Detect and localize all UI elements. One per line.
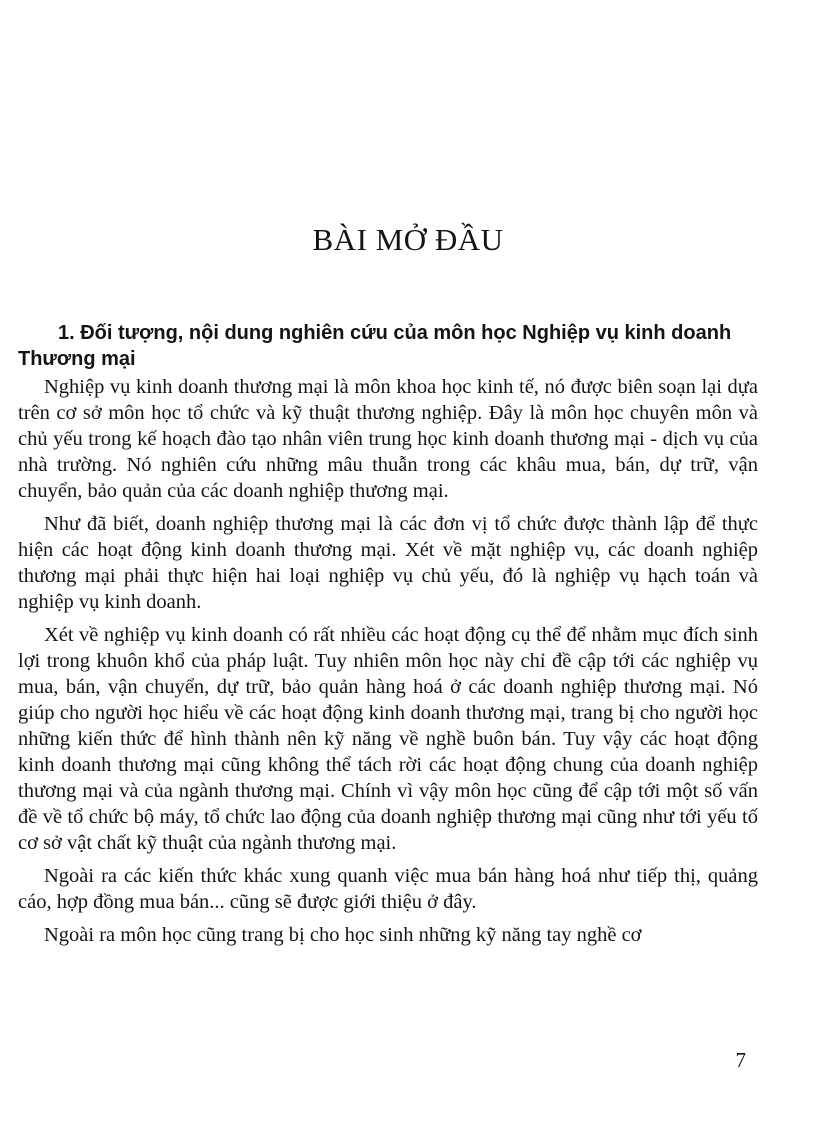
page-number: 7 — [735, 1048, 746, 1072]
paragraph-5: Ngoài ra môn học cũng trang bị cho học sinh những kỹ năng tay nghề cơ — [44, 924, 642, 946]
paragraph-4: Ngoài ra các kiến thức khác xung quanh việc mua bán hàng hoá như tiếp thị, quảng cáo, hợp đồng mua bán... cũng sẽ được giới thiệu ở đây. — [18, 865, 758, 913]
paragraph-3: Xét về nghiệp vụ kinh doanh có rất nhiều các hoạt động cụ thể để nhằm mục đích sinh lợi trong khuôn khổ của pháp luật. Tuy nhiên môn học này chỉ đề cập tới các nghiệp vụ mua, bán, vận chuyển, dự trữ, bảo quản hàng hoá ở các doanh nghiệp thương mại. Nó giúp cho người học hiểu về các hoạt động kinh doanh thương mại, trang bị cho người học những kiến thức để hình thành nên kỹ năng về nghề buôn bán. Tuy vậy các hoạt động kinh doanh thương mại cũng không thể tách rời các hoạt động chung của doanh nghiệp thương mại và của ngành thương mại. Chính vì vậy môn học cũng để cập tới một số vấn đề về tổ chức bộ máy, tổ chức lao động của doanh nghiệp thương mại cũng như tới yếu tố cơ sở vật chất kỹ thuật của ngành thương mại. — [18, 624, 758, 854]
section-1 — [18, 320, 758, 955]
paragraph-2: Như đã biết, doanh nghiệp thương mại là các đơn vị tổ chức được thành lập để thực hiện các hoạt động kinh doanh thương mại. Xét về mặt nghiệp vụ, các doanh nghiệp thương mại phải thực hiện hai loại nghiệp vụ chủ yếu, đó là nghiệp vụ hạch toán và nghiệp vụ kinh doanh. — [18, 513, 758, 613]
section-heading: 1. Đối tượng, nội dung nghiên cứu của môn học Nghiệp vụ kinh doanh Thương mại — [18, 322, 732, 370]
chapter-title: BÀI MỞ ĐẦU — [312, 222, 504, 257]
paragraph-1: Nghiệp vụ kinh doanh thương mại là môn khoa học kinh tế, nó được biên soạn lại dựa trên cơ sở môn học tổ chức và kỹ thuật thương nghiệp. Đây là môn học chuyên môn và chủ yếu trong kế hoạch đào tạo nhân viên trung học kinh doanh thương mại - dịch vụ của nhà trường. Nó nghiên cứu những mâu thuẫn trong các khâu mua, bán, dự trữ, vận chuyển, bảo quản của các doanh nghiệp thương mại. — [18, 376, 758, 502]
